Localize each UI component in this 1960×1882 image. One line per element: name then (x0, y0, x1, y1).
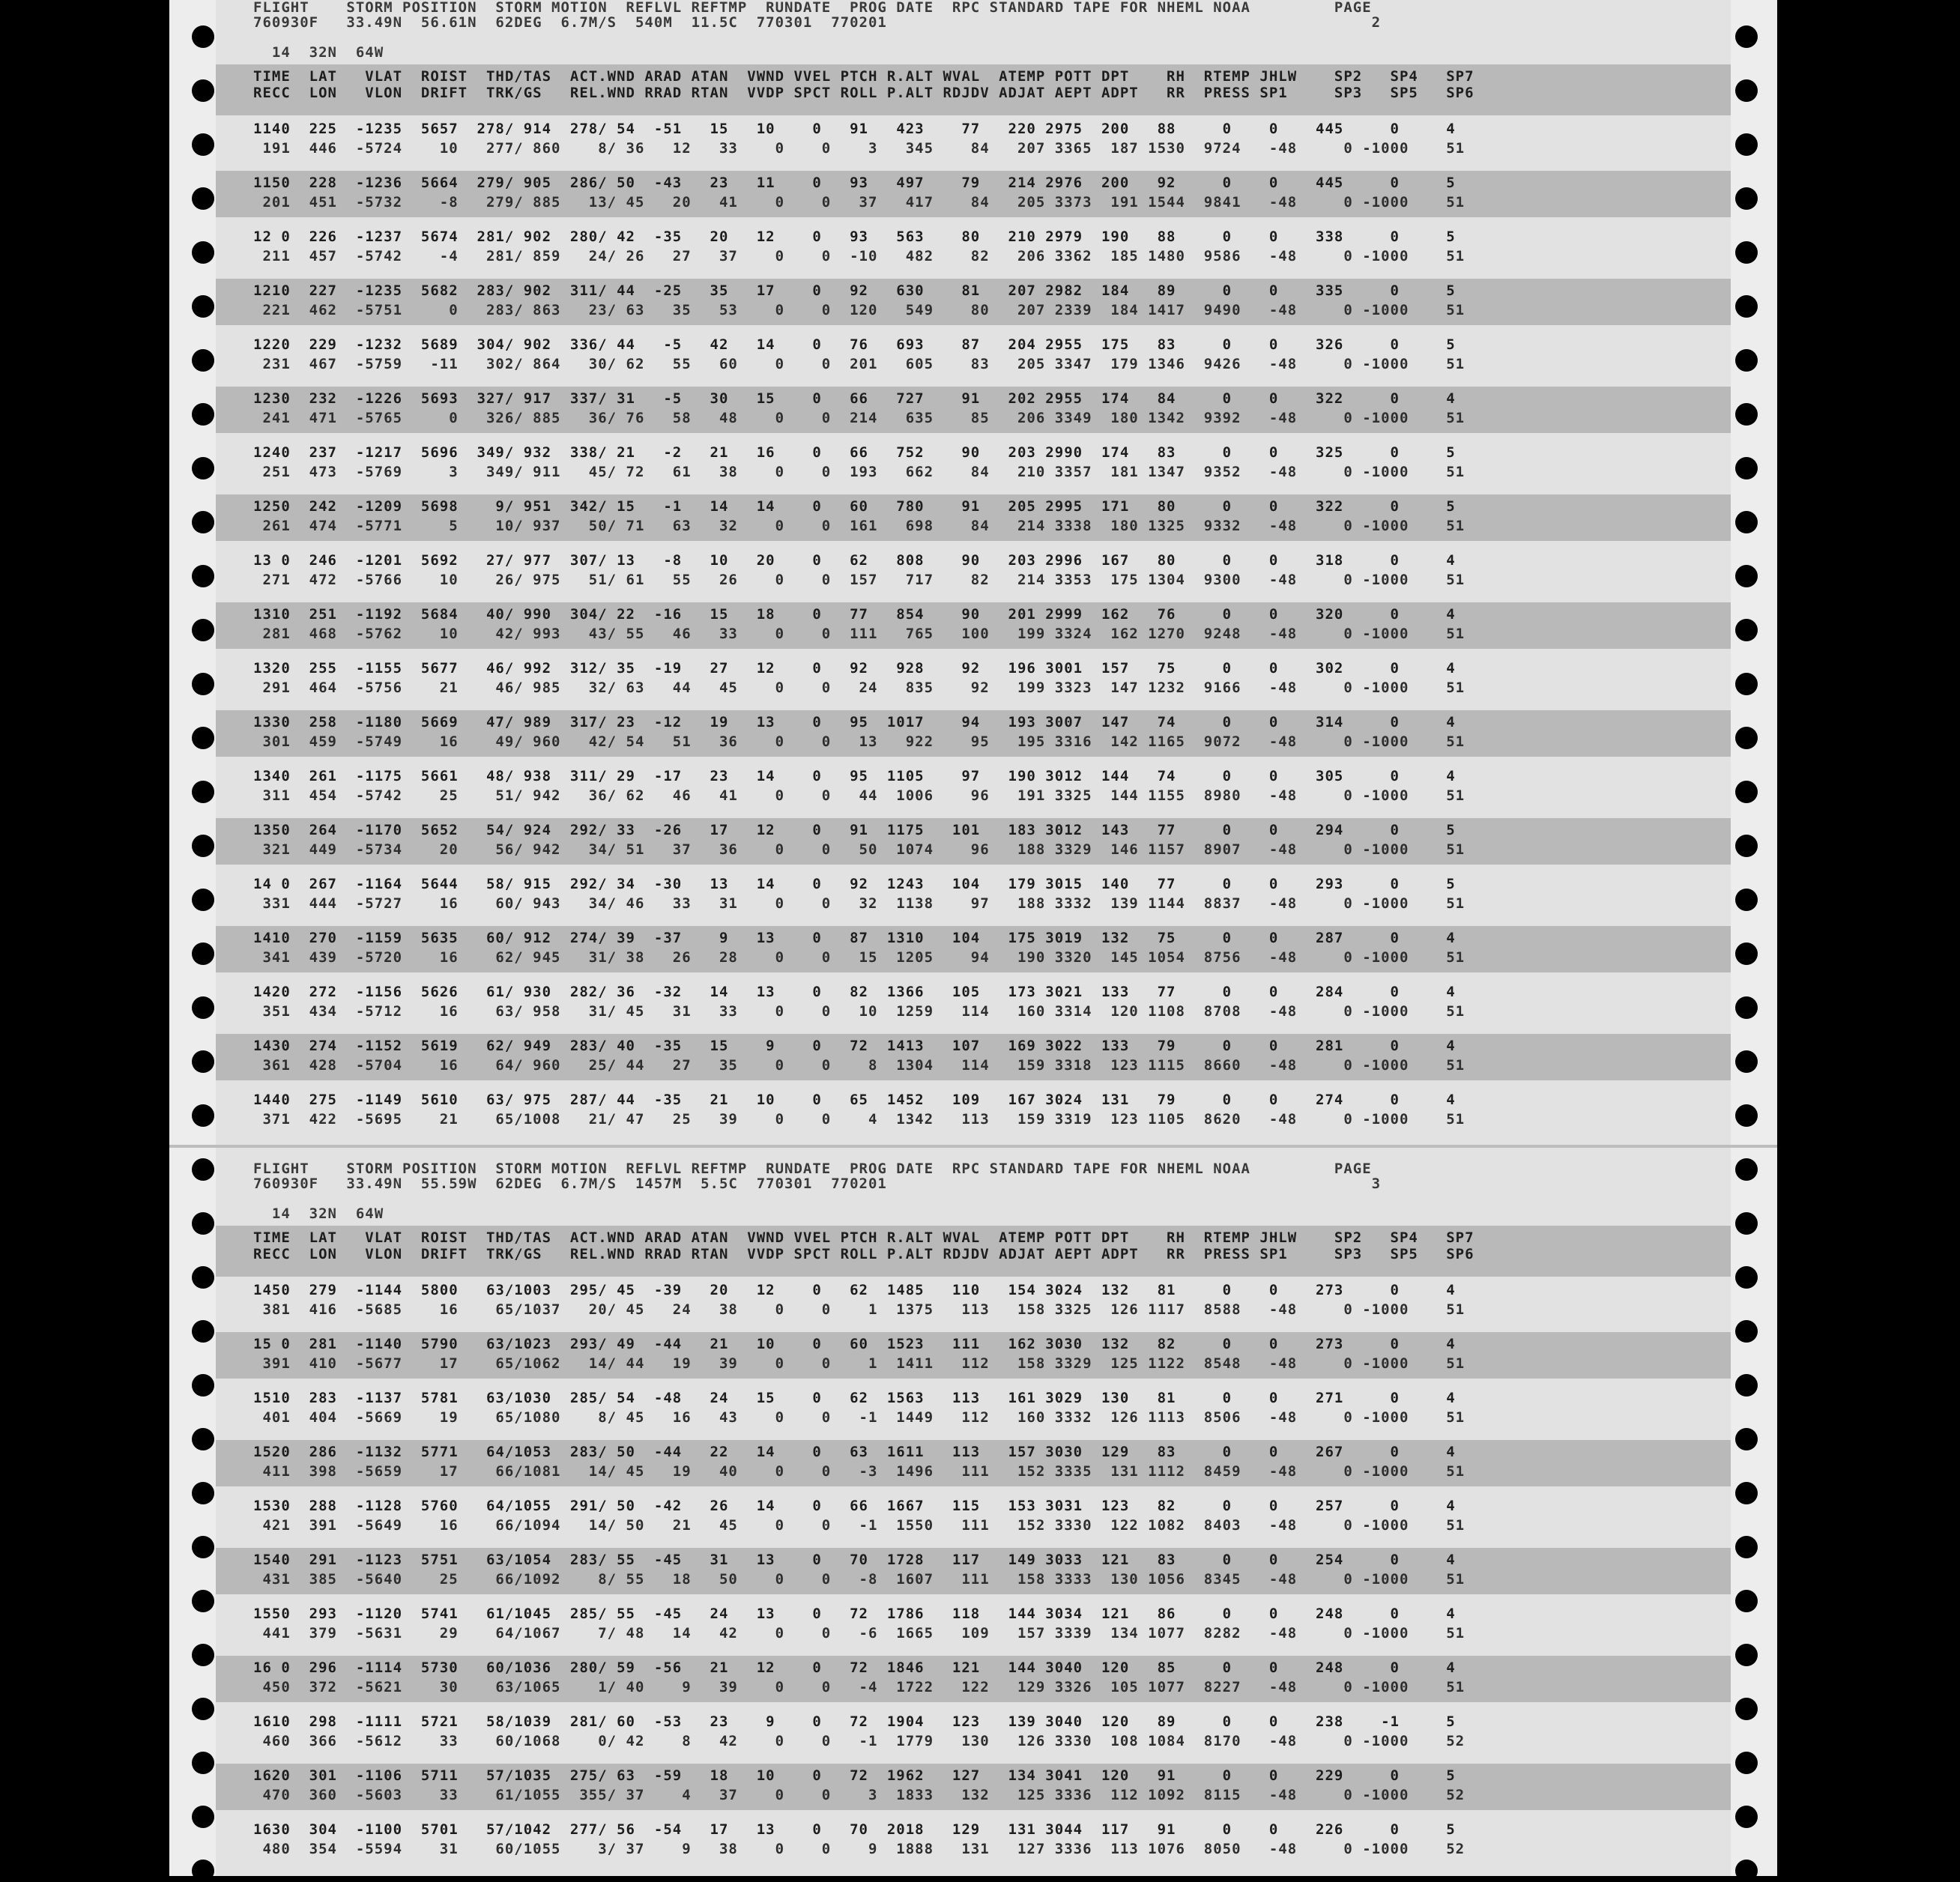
left-sprocket-hole (192, 1482, 214, 1504)
right-sprocket-hole (1735, 1860, 1758, 1882)
right-sprocket-hole (1735, 673, 1758, 695)
right-sprocket-hole (1735, 1698, 1758, 1720)
record-line-1: 1450 279 -1144 5800 63/1003 295/ 45 -39 20 12 0 62 1485 110 154 3024 132 81 0 0 273 0 4 (253, 1282, 1456, 1298)
record-line-2: 231 467 -5759 -11 302/ 864 30/ 62 55 60 0 0 201 605 83 205 3347 179 1346 9426 -48 0 -1000 51 (253, 356, 1466, 372)
record-line-1: 1520 286 -1132 5771 64/1053 283/ 50 -44 22 14 0 63 1611 113 157 3030 129 83 0 0 267 0 4 (253, 1444, 1456, 1460)
record-line-1: 1550 293 -1120 5741 61/1045 285/ 55 -45 24 13 0 72 1786 118 144 3034 121 86 0 0 248 0 4 (253, 1606, 1456, 1622)
left-sprocket-hole (192, 1806, 214, 1828)
scale-line: 14 32N 64W (253, 1205, 384, 1222)
column-header-row-2: RECC LON VLON DRIFT TRK/GS REL.WND RRAD RTAN VVDP SPCT ROLL P.ALT RDJDV ADJAT AEPT ADPT RR PRESS SP1 SP3 SP5 SP6 (253, 85, 1474, 101)
right-sprocket-hole (1735, 1428, 1758, 1450)
left-sprocket-hole (192, 835, 214, 857)
record-line-1: 1430 274 -1152 5619 62/ 949 283/ 40 -35 15 9 0 72 1413 107 169 3022 133 79 0 0 281 0 4 (253, 1038, 1456, 1054)
right-sprocket-hole (1735, 1644, 1758, 1666)
record-line-1: 1530 288 -1128 5760 64/1055 291/ 50 -42 26 14 0 66 1667 115 153 3031 123 82 0 0 257 0 4 (253, 1498, 1456, 1514)
record-line-1: 1630 304 -1100 5701 57/1042 277/ 56 -54 17 13 0 70 2018 129 131 3044 117 91 0 0 226 0 5 (253, 1821, 1456, 1838)
record-line-1: 1440 275 -1149 5610 63/ 975 287/ 44 -35 21 10 0 65 1452 109 167 3024 131 79 0 0 274 0 4 (253, 1092, 1456, 1108)
record-line-1: 1140 225 -1235 5657 278/ 914 278/ 54 -51 15 10 0 91 423 77 220 2975 200 88 0 0 445 0 4 (253, 121, 1456, 137)
record-line-2: 341 439 -5720 16 62/ 945 31/ 38 26 28 0 0 15 1205 94 190 3320 145 1054 8756 -48 0 -1000 51 (253, 949, 1466, 966)
right-sprocket-hole (1735, 403, 1758, 426)
right-sprocket-hole (1735, 1266, 1758, 1289)
record-line-1: 1220 229 -1232 5689 304/ 902 336/ 44 -5 42 14 0 76 693 87 204 2955 175 83 0 0 326 0 5 (253, 336, 1456, 353)
left-sprocket-hole (192, 619, 214, 641)
record-line-1: 1150 228 -1236 5664 279/ 905 286/ 50 -43 23 11 0 93 497 79 214 2976 200 92 0 0 445 0 5 (253, 175, 1456, 191)
record-line-2: 211 457 -5742 -4 281/ 859 24/ 26 27 37 0 0 -10 482 82 206 3362 185 1480 9586 -48 0 -1000 51 (253, 248, 1466, 264)
record-line-2: 241 471 -5765 0 326/ 885 36/ 76 58 48 0 0 214 635 85 206 3349 180 1342 9392 -48 0 -1000 51 (253, 410, 1466, 426)
record-line-2: 251 473 -5769 3 349/ 911 45/ 72 61 38 0 0 193 662 84 210 3357 181 1347 9352 -48 0 -1000 51 (253, 464, 1466, 480)
left-sprocket-hole (192, 349, 214, 372)
right-sprocket-hole (1735, 942, 1758, 965)
left-sprocket-hole (192, 511, 214, 533)
right-sprocket-hole (1735, 79, 1758, 102)
record-line-1: 14 0 267 -1164 5644 58/ 915 292/ 34 -30 13 14 0 92 1243 104 179 3015 140 77 0 0 293 0 5 (253, 876, 1456, 892)
record-line-1: 1210 227 -1235 5682 283/ 902 311/ 44 -25 35 17 0 92 630 81 207 2982 184 89 0 0 335 0 5 (253, 282, 1456, 299)
right-sprocket-hole (1735, 1482, 1758, 1504)
right-sprocket-hole (1735, 25, 1758, 48)
left-sprocket-hole (192, 1698, 214, 1720)
left-sprocket-hole (192, 1536, 214, 1558)
right-sprocket-hole (1735, 1320, 1758, 1343)
right-sprocket-hole (1735, 241, 1758, 264)
record-line-1: 1250 242 -1209 5698 9/ 951 342/ 15 -1 14 14 0 60 780 91 205 2995 171 80 0 0 322 0 5 (253, 498, 1456, 515)
record-line-1: 1510 283 -1137 5781 63/1030 285/ 54 -48 24 15 0 62 1563 113 161 3029 130 81 0 0 271 0 4 (253, 1390, 1456, 1406)
record-line-2: 381 416 -5685 16 65/1037 20/ 45 24 38 0 0 1 1375 113 158 3325 126 1117 8588 -48 0 -1000 51 (253, 1301, 1466, 1318)
record-line-1: 1310 251 -1192 5684 40/ 990 304/ 22 -16 15 18 0 77 854 90 201 2999 162 76 0 0 320 0 4 (253, 606, 1456, 623)
column-header-row-1: TIME LAT VLAT ROIST THD/TAS ACT.WND ARAD ATAN VWND VVEL PTCH R.ALT WVAL ATEMP POTT DPT RH RTEMP JHLW SP2 SP4 SP7 (253, 68, 1474, 85)
record-line-1: 1230 232 -1226 5693 327/ 917 337/ 31 -5 30 15 0 66 727 91 202 2955 174 84 0 0 322 0 4 (253, 390, 1456, 407)
left-sprocket-hole (192, 1860, 214, 1882)
right-sprocket-hole (1735, 133, 1758, 156)
record-line-1: 12 0 226 -1237 5674 281/ 902 280/ 42 -35 20 12 0 93 563 80 210 2979 190 88 0 0 338 0 5 (253, 229, 1456, 245)
record-line-1: 1410 270 -1159 5635 60/ 912 274/ 39 -37 9 13 0 87 1310 104 175 3019 132 75 0 0 287 0 4 (253, 930, 1456, 946)
record-line-2: 291 464 -5756 21 46/ 985 32/ 63 44 45 0 0 24 835 92 199 3323 147 1232 9166 -48 0 -1000 51 (253, 680, 1466, 696)
flight-meta-values: 760930F 33.49N 56.61N 62DEG 6.7M/S 540M 11.5C 770301 770201 2 (253, 14, 1382, 31)
right-sprocket-hole (1735, 1374, 1758, 1397)
left-sprocket-hole (192, 727, 214, 749)
left-sprocket-hole (192, 1590, 214, 1612)
right-sprocket-hole (1735, 1590, 1758, 1612)
record-line-1: 1420 272 -1156 5626 61/ 930 282/ 36 -32 14 13 0 82 1366 105 173 3021 133 77 0 0 284 0 4 (253, 984, 1456, 1000)
record-line-2: 271 472 -5766 10 26/ 975 51/ 61 55 26 0 0 157 717 82 214 3353 175 1304 9300 -48 0 -1000 51 (253, 572, 1466, 588)
left-sprocket-hole (192, 457, 214, 479)
left-sprocket-hole (192, 187, 214, 210)
right-sprocket-hole (1735, 1050, 1758, 1073)
left-sprocket-hole (192, 781, 214, 803)
right-sprocket-hole (1735, 1752, 1758, 1774)
record-line-2: 470 360 -5603 33 61/1055 355/ 37 4 37 0 0 3 1833 132 125 3336 112 1092 8115 -48 0 -1000 52 (253, 1787, 1466, 1803)
flight-meta-labels: FLIGHT STORM POSITION STORM MOTION REFLVL REFTMP RUNDATE PROG DATE RPC STANDARD TAPE FOR NHEML NOAA PAGE (253, 1161, 1372, 1177)
left-sprocket-hole (192, 241, 214, 264)
left-sprocket-hole (192, 1212, 214, 1235)
record-line-2: 201 451 -5732 -8 279/ 885 13/ 45 20 41 0 0 37 417 84 205 3373 191 1544 9841 -48 0 -1000 51 (253, 194, 1466, 211)
right-sprocket-hole (1735, 996, 1758, 1019)
record-line-2: 191 446 -5724 10 277/ 860 8/ 36 12 33 0 0 3 345 84 207 3365 187 1530 9724 -48 0 -1000 51 (253, 140, 1466, 157)
column-header-row-2: RECC LON VLON DRIFT TRK/GS REL.WND RRAD RTAN VVDP SPCT ROLL P.ALT RDJDV ADJAT AEPT ADPT RR PRESS SP1 SP3 SP5 SP6 (253, 1246, 1474, 1262)
record-line-1: 1540 291 -1123 5751 63/1054 283/ 55 -45 31 13 0 70 1728 117 149 3033 121 83 0 0 254 0 4 (253, 1552, 1456, 1568)
record-line-2: 321 449 -5734 20 56/ 942 34/ 51 37 36 0 0 50 1074 96 188 3329 146 1157 8907 -48 0 -1000 51 (253, 841, 1466, 858)
left-sprocket-hole (192, 1158, 214, 1181)
left-sprocket-hole (192, 1428, 214, 1450)
record-line-2: 261 474 -5771 5 10/ 937 50/ 71 63 32 0 0 161 698 84 214 3338 180 1325 9332 -48 0 -1000 51 (253, 518, 1466, 534)
right-sprocket-hole (1735, 511, 1758, 533)
record-line-2: 431 385 -5640 25 66/1092 8/ 55 18 50 0 0 -8 1607 111 158 3333 130 1056 8345 -48 0 -1000 51 (253, 1571, 1466, 1588)
record-line-2: 421 391 -5649 16 66/1094 14/ 50 21 45 0 0 -1 1550 111 152 3330 122 1082 8403 -48 0 -1000 51 (253, 1517, 1466, 1534)
left-sprocket-hole (192, 1374, 214, 1397)
record-line-1: 15 0 281 -1140 5790 63/1023 293/ 49 -44 21 10 0 60 1523 111 162 3030 132 82 0 0 273 0 4 (253, 1336, 1456, 1352)
right-sprocket-hole (1735, 457, 1758, 479)
record-line-1: 1620 301 -1106 5711 57/1035 275/ 63 -59 18 10 0 72 1962 127 134 3041 120 91 0 0 229 0 5 (253, 1767, 1456, 1784)
record-line-1: 1610 298 -1111 5721 58/1039 281/ 60 -53 23 9 0 72 1904 123 139 3040 120 89 0 0 238 -1 5 (253, 1713, 1456, 1730)
left-sprocket-hole (192, 673, 214, 695)
record-line-2: 221 462 -5751 0 283/ 863 23/ 63 35 53 0 0 120 549 80 207 2339 184 1417 9490 -48 0 -1000 51 (253, 302, 1466, 318)
record-line-2: 371 422 -5695 21 65/1008 21/ 47 25 39 0 0 4 1342 113 159 3319 123 1105 8620 -48 0 -1000 51 (253, 1111, 1466, 1128)
left-sprocket-hole (192, 1104, 214, 1127)
left-sprocket-hole (192, 403, 214, 426)
left-sprocket-hole (192, 1752, 214, 1774)
record-line-2: 351 434 -5712 16 63/ 958 31/ 45 31 33 0 0 10 1259 114 160 3314 120 1108 8708 -48 0 -1000 51 (253, 1003, 1466, 1020)
left-sprocket-hole (192, 133, 214, 156)
record-line-2: 361 428 -5704 16 64/ 960 25/ 44 27 35 0 0 8 1304 114 159 3318 123 1115 8660 -48 0 -1000 51 (253, 1057, 1466, 1074)
record-line-2: 281 468 -5762 10 42/ 993 43/ 55 46 33 0 0 111 765 100 199 3324 162 1270 9248 -48 0 -1000 51 (253, 626, 1466, 642)
record-line-2: 480 354 -5594 31 60/1055 3/ 37 9 38 0 0 9 1888 131 127 3336 113 1076 8050 -48 0 -1000 52 (253, 1841, 1466, 1857)
right-sprocket-hole (1735, 727, 1758, 749)
right-sprocket-hole (1735, 187, 1758, 210)
record-line-2: 460 366 -5612 33 60/1068 0/ 42 8 42 0 0 -1 1779 130 126 3330 108 1084 8170 -48 0 -1000 52 (253, 1733, 1466, 1749)
left-sprocket-hole (192, 1266, 214, 1289)
record-line-2: 311 454 -5742 25 51/ 942 36/ 62 46 41 0 0 44 1006 96 191 3325 144 1155 8980 -48 0 -1000 51 (253, 787, 1466, 804)
record-line-2: 441 379 -5631 29 64/1067 7/ 48 14 42 0 0 -6 1665 109 157 3339 134 1077 8282 -48 0 -1000 51 (253, 1625, 1466, 1642)
right-sprocket-hole (1735, 1158, 1758, 1181)
left-sprocket-hole (192, 996, 214, 1019)
right-sprocket-hole (1735, 835, 1758, 857)
left-sprocket-hole (192, 1644, 214, 1666)
record-line-2: 401 404 -5669 19 65/1080 8/ 45 16 43 0 0 -1 1449 112 160 3332 126 1113 8506 -48 0 -1000 51 (253, 1409, 1466, 1426)
flight-meta-values: 760930F 33.49N 55.59W 62DEG 6.7M/S 1457M 5.5C 770301 770201 3 (253, 1176, 1382, 1192)
record-line-2: 331 444 -5727 16 60/ 943 34/ 46 33 31 0 0 32 1138 97 188 3332 139 1144 8837 -48 0 -1000 51 (253, 895, 1466, 912)
left-sprocket-hole (192, 1050, 214, 1073)
record-line-1: 1240 237 -1217 5696 349/ 932 338/ 21 -2 21 16 0 66 752 90 203 2990 174 83 0 0 325 0 5 (253, 444, 1456, 461)
record-line-1: 1320 255 -1155 5677 46/ 992 312/ 35 -19 27 12 0 92 928 92 196 3001 157 75 0 0 302 0 4 (253, 660, 1456, 677)
left-sprocket-hole (192, 565, 214, 587)
column-header-row-1: TIME LAT VLAT ROIST THD/TAS ACT.WND ARAD ATAN VWND VVEL PTCH R.ALT WVAL ATEMP POTT DPT RH RTEMP JHLW SP2 SP4 SP7 (253, 1229, 1474, 1246)
right-sprocket-hole (1735, 1536, 1758, 1558)
right-sprocket-hole (1735, 349, 1758, 372)
scale-line: 14 32N 64W (253, 44, 384, 61)
right-sprocket-hole (1735, 295, 1758, 318)
right-sprocket-hole (1735, 781, 1758, 803)
left-sprocket-hole (192, 79, 214, 102)
record-line-1: 16 0 296 -1114 5730 60/1036 280/ 59 -56 21 12 0 72 1846 121 144 3040 120 85 0 0 248 0 4 (253, 1659, 1456, 1676)
left-sprocket-hole (192, 942, 214, 965)
record-line-2: 301 459 -5749 16 49/ 960 42/ 54 51 36 0 0 13 922 95 195 3316 142 1165 9072 -48 0 -1000 51 (253, 733, 1466, 750)
record-line-2: 411 398 -5659 17 66/1081 14/ 45 19 40 0 0 -3 1496 111 152 3335 131 1112 8459 -48 0 -1000 51 (253, 1463, 1466, 1480)
right-sprocket-hole (1735, 889, 1758, 911)
left-sprocket-hole (192, 889, 214, 911)
left-sprocket-hole (192, 1320, 214, 1343)
right-sprocket-hole (1735, 1806, 1758, 1828)
left-sprocket-hole (192, 25, 214, 48)
record-line-1: 1340 261 -1175 5661 48/ 938 311/ 29 -17 23 14 0 95 1105 97 190 3012 144 74 0 0 305 0 4 (253, 768, 1456, 784)
right-sprocket-hole (1735, 565, 1758, 587)
record-line-1: 1330 258 -1180 5669 47/ 989 317/ 23 -12 19 13 0 95 1017 94 193 3007 147 74 0 0 314 0 4 (253, 714, 1456, 730)
right-sprocket-hole (1735, 619, 1758, 641)
record-line-2: 450 372 -5621 30 63/1065 1/ 40 9 39 0 0 -4 1722 122 129 3326 105 1077 8227 -48 0 -1000 51 (253, 1679, 1466, 1695)
record-line-1: 13 0 246 -1201 5692 27/ 977 307/ 13 -8 10 20 0 62 808 90 203 2996 167 80 0 0 318 0 4 (253, 552, 1456, 569)
record-line-1: 1350 264 -1170 5652 54/ 924 292/ 33 -26 17 12 0 91 1175 101 183 3012 143 77 0 0 294 0 5 (253, 822, 1456, 838)
right-sprocket-hole (1735, 1104, 1758, 1127)
record-line-2: 391 410 -5677 17 65/1062 14/ 44 19 39 0 0 1 1411 112 158 3329 125 1122 8548 -48 0 -1000 51 (253, 1355, 1466, 1372)
right-sprocket-hole (1735, 1212, 1758, 1235)
left-sprocket-hole (192, 295, 214, 318)
flight-meta-labels: FLIGHT STORM POSITION STORM MOTION REFLVL REFTMP RUNDATE PROG DATE RPC STANDARD TAPE FOR NHEML NOAA PAGE (253, 0, 1372, 16)
